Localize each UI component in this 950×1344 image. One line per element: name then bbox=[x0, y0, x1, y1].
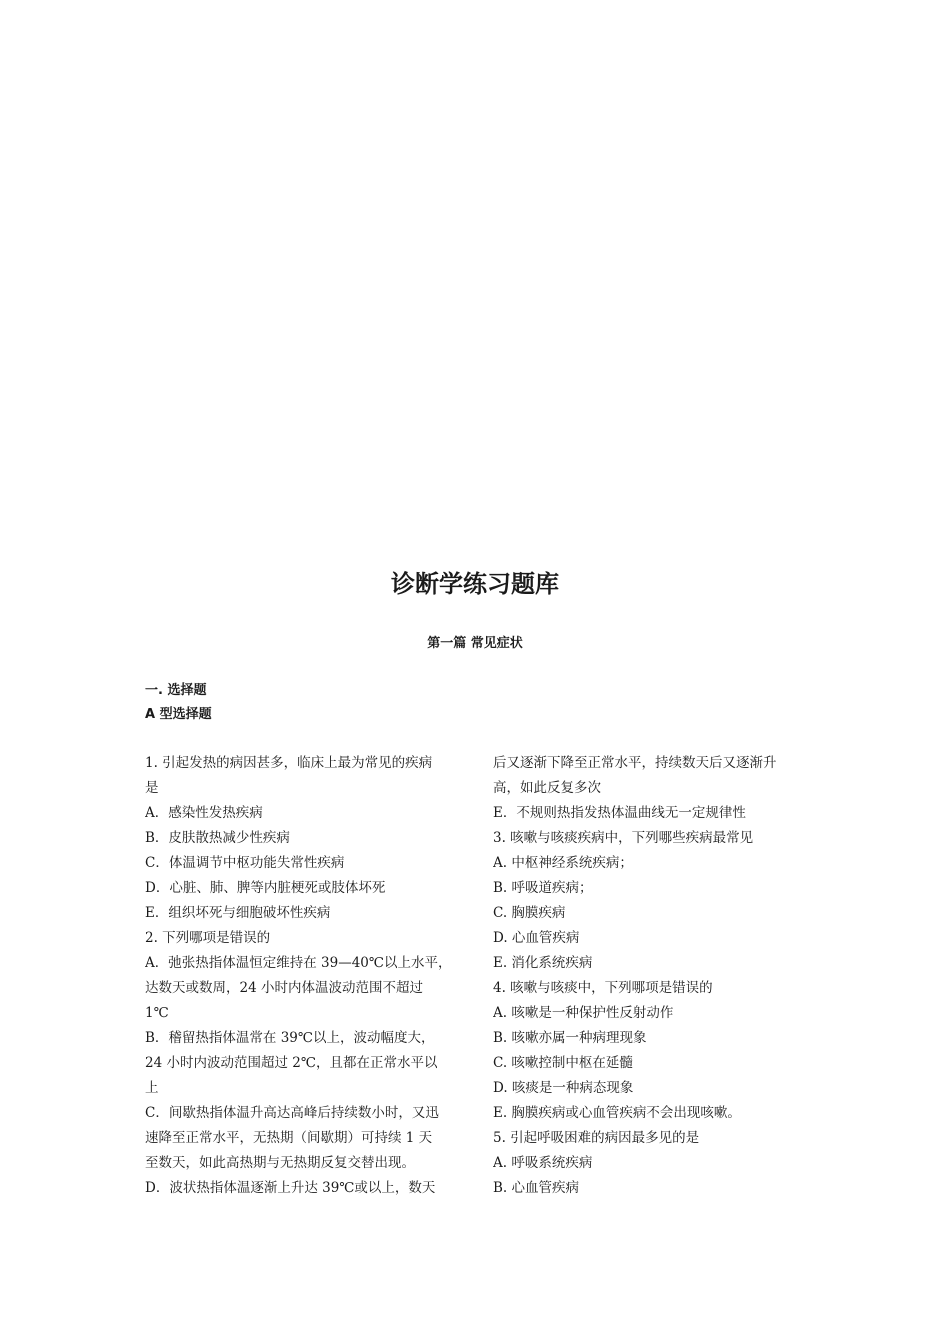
text-line: 速降至正常水平，无热期（间歇期）可持续 1 天 bbox=[145, 1130, 433, 1146]
text-line: A. 中枢神经系统疾病； bbox=[493, 855, 633, 871]
text-line: 高，如此反复多次 bbox=[493, 780, 601, 796]
text-line: D. 咳痰是一种病态现象 bbox=[493, 1080, 634, 1096]
text-line: E．组织坏死与细胞破坏性疾病 bbox=[145, 905, 331, 921]
text-line: A．弛张热指体温恒定维持在 39—40℃以上水平， bbox=[145, 955, 452, 971]
text-line: A. 咳嗽是一种保护性反射动作 bbox=[493, 1005, 674, 1021]
section-heading: 一. 选择题 bbox=[145, 683, 207, 698]
text-line: D．波状热指体温逐渐上升达 39℃或以上，数天 bbox=[145, 1180, 436, 1196]
text-line: 达数天或数周，24 小时内体温波动范围不超过 bbox=[145, 980, 423, 996]
text-line: B. 心血管疾病 bbox=[493, 1180, 580, 1196]
text-line: 4. 咳嗽与咳痰中，下列哪项是错误的 bbox=[493, 980, 713, 996]
text-line: 1℃ bbox=[145, 1005, 169, 1021]
text-line: 1. 引起发热的病因甚多，临床上最为常见的疾病 bbox=[145, 755, 433, 771]
text-line: 5. 引起呼吸困难的病因最多见的是 bbox=[493, 1130, 700, 1146]
text-line: E．不规则热指发热体温曲线无一定规律性 bbox=[493, 805, 746, 821]
text-line: C. 胸膜疾病 bbox=[493, 905, 566, 921]
text-line: D. 心血管疾病 bbox=[493, 930, 580, 946]
text-line: A. 呼吸系统疾病 bbox=[493, 1155, 593, 1171]
text-line: C．体温调节中枢功能失常性疾病 bbox=[145, 855, 345, 871]
part-subtitle: 第一篇 常见症状 bbox=[427, 636, 523, 651]
text-line: 是 bbox=[145, 780, 159, 796]
text-line: 24 小时内波动范围超过 2℃，且都在正常水平以 bbox=[145, 1055, 438, 1071]
text-line: D．心脏、肺、脾等内脏梗死或肢体坏死 bbox=[145, 880, 386, 896]
text-line: B. 呼吸道疾病； bbox=[493, 880, 593, 896]
text-line: 至数天，如此高热期与无热期反复交替出现。 bbox=[145, 1155, 415, 1171]
text-line: 后又逐渐下降至正常水平，持续数天后又逐渐升 bbox=[493, 755, 777, 771]
right-text-column bbox=[493, 751, 808, 1201]
text-line: B．稽留热指体温常在 39℃以上，波动幅度大， bbox=[145, 1030, 435, 1046]
left-text-column bbox=[145, 751, 460, 1201]
subsection-heading: A 型选择题 bbox=[145, 707, 212, 722]
text-line: A．感染性发热疾病 bbox=[145, 805, 263, 821]
text-line: 3. 咳嗽与咳痰疾病中，下列哪些疾病最常见 bbox=[493, 830, 754, 846]
text-line: B．皮肤散热减少性疾病 bbox=[145, 830, 290, 846]
text-line: 上 bbox=[145, 1080, 159, 1096]
text-line: E. 消化系统疾病 bbox=[493, 955, 593, 971]
text-line: C. 咳嗽控制中枢在延髓 bbox=[493, 1055, 633, 1071]
text-line: 2. 下列哪项是错误的 bbox=[145, 930, 271, 946]
text-line: B. 咳嗽亦属一种病理现象 bbox=[493, 1030, 647, 1046]
text-line: C．间歇热指体温升高达高峰后持续数小时，又迅 bbox=[145, 1105, 439, 1121]
text-line: E. 胸膜疾病或心血管疾病不会出现咳嗽。 bbox=[493, 1105, 741, 1121]
document-title: 诊断学练习题库 bbox=[391, 570, 559, 598]
